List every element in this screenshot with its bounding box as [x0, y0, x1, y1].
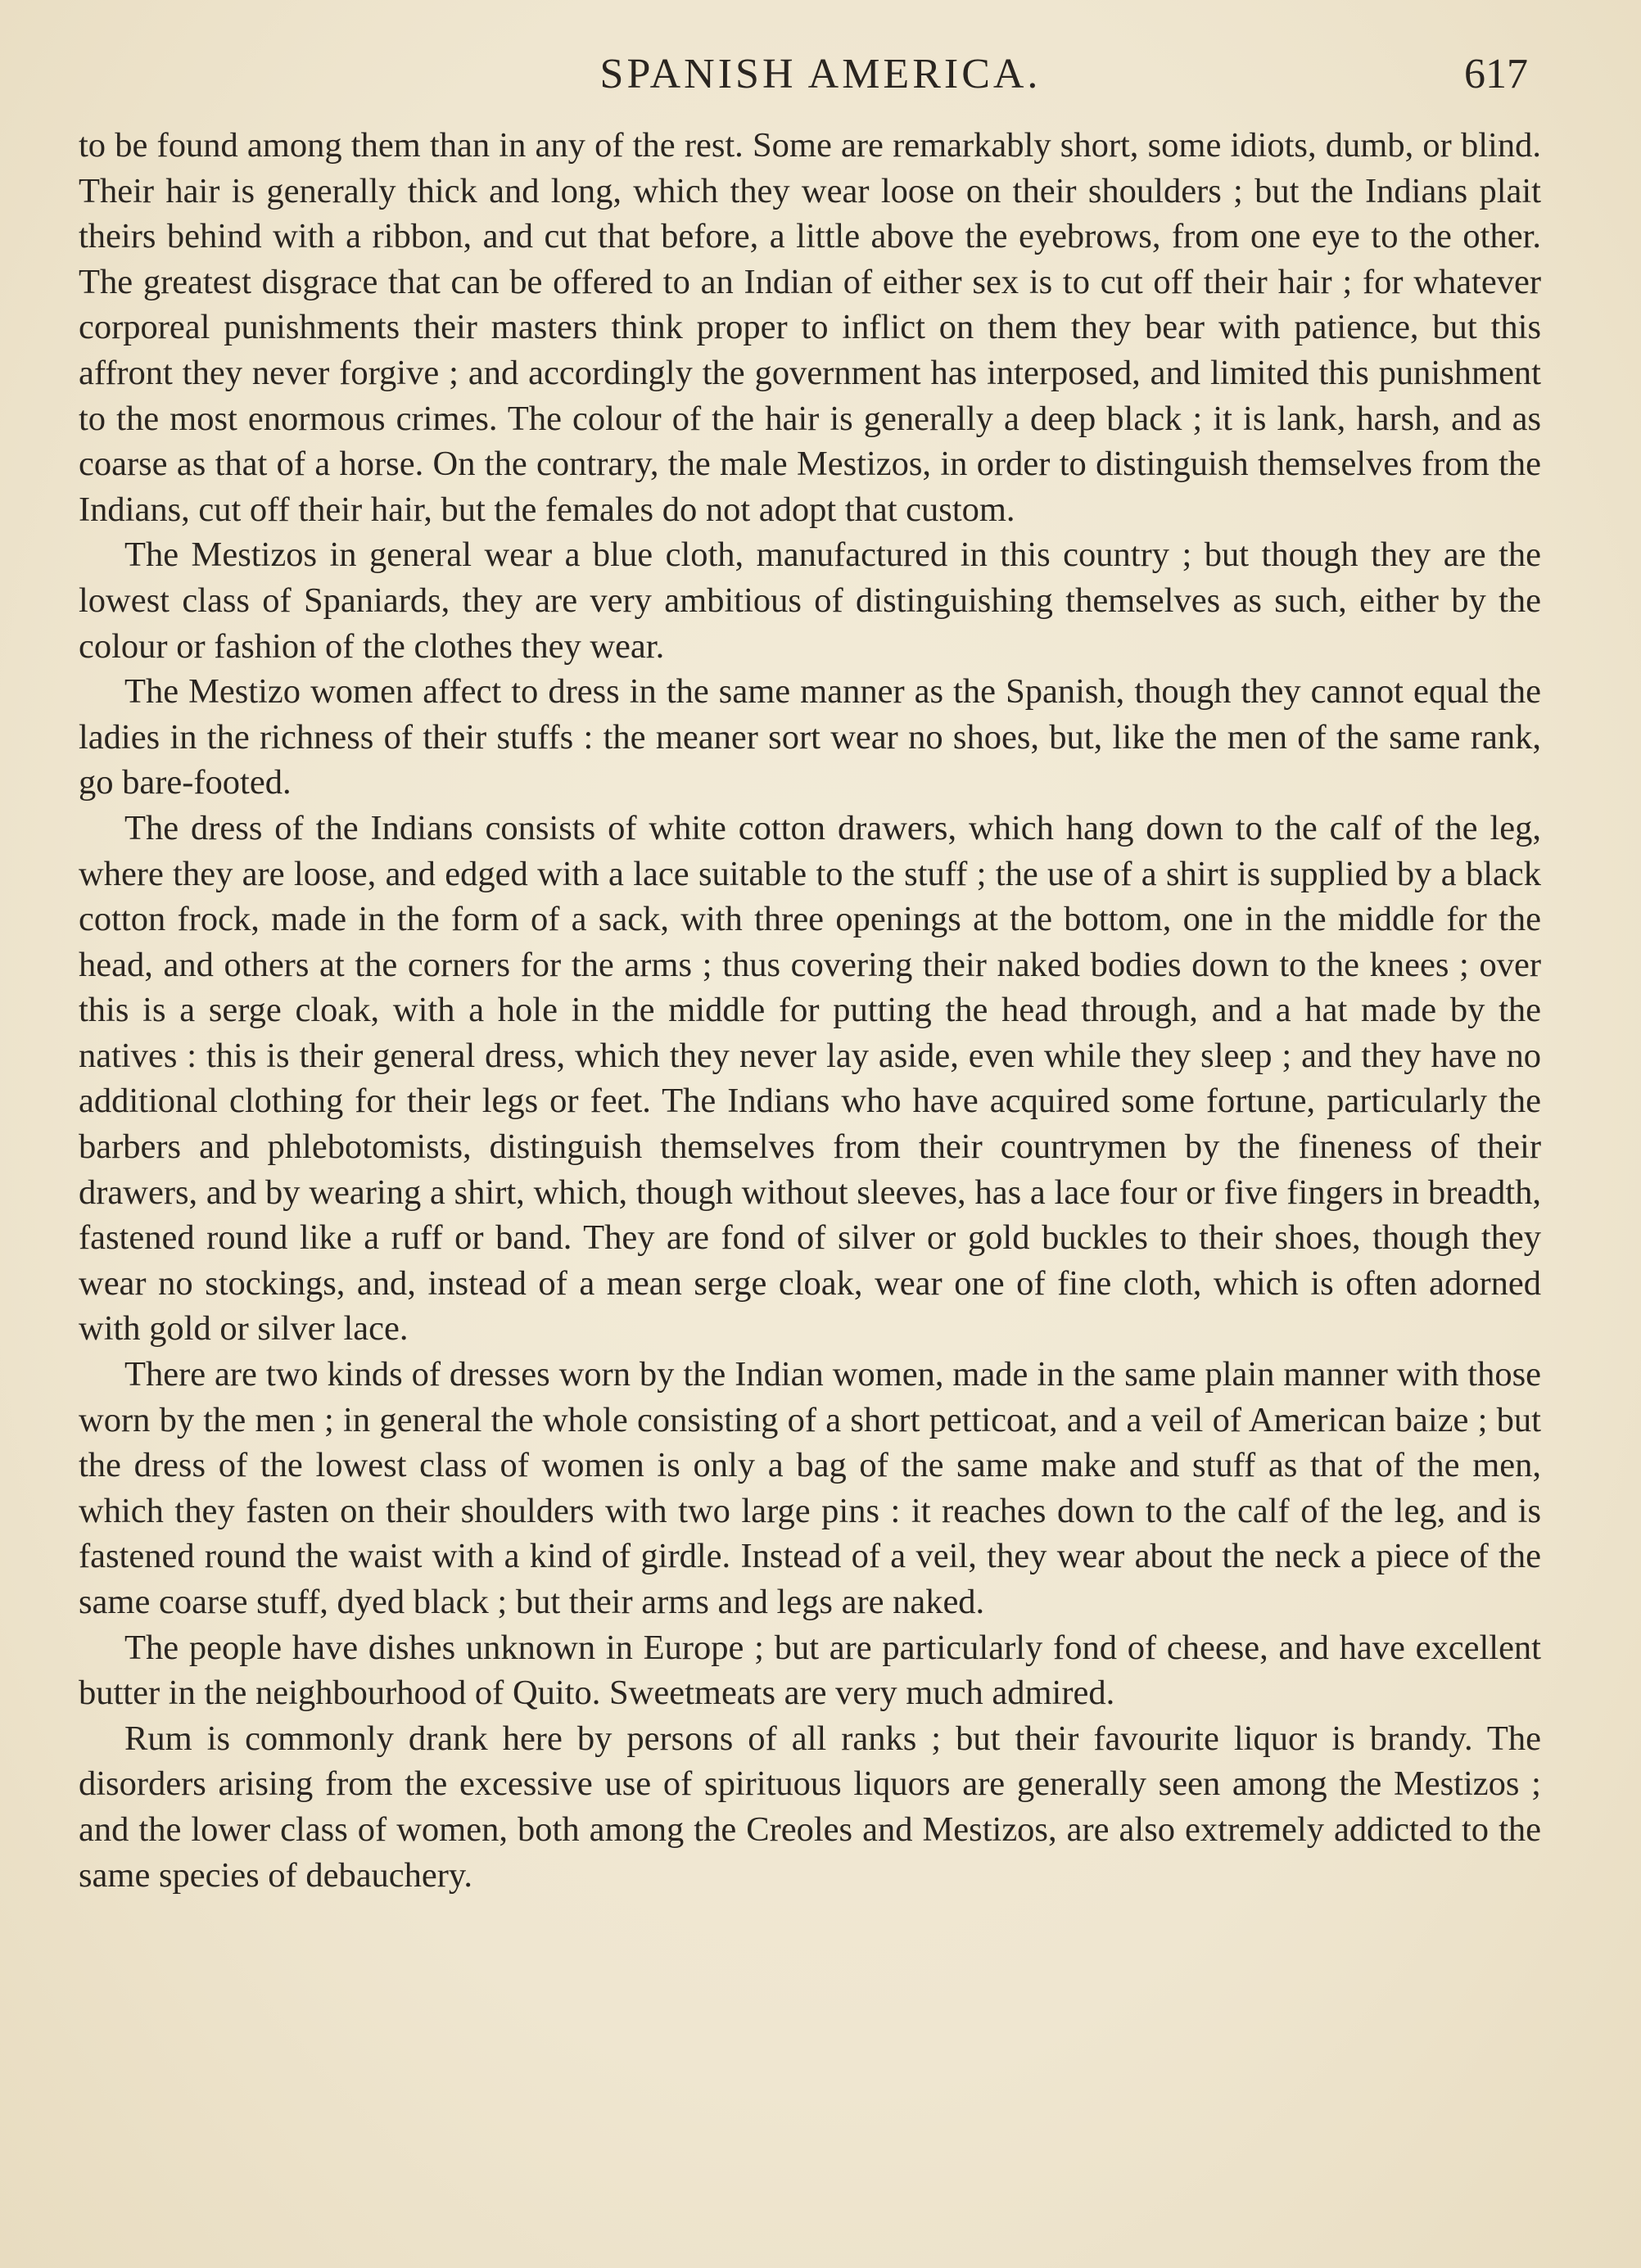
paragraph-mestizo-women: The Mestizo women affect to dress in the same manner as the Spanish, though they cannot equal the ladies in the richness of their stuffs : the meaner sort wear no shoes, but, like the men of the same rank, go bare-footed.: [79, 672, 1541, 802]
paragraph-hair-customs: to be found among them than in any of the rest. Some are remarkably short, some idiots, dumb, or blind. Their hair is generally thick and long, which they wear loose on their shoulders ; but the Indians plait theirs behind with a ribbon, and cut that before, a little above the eyebrows, from one eye to the other. The greatest disgrace that can be offered to an Indian of either sex is to cut off their hair ; for whatever corporeal punishments their masters think proper to inflict on them they bear with patience, but this affront they never forgive ; and accordingly the government has interposed, and limited this punishment to the most enormous crimes. The colour of the hair is generally a deep black ; it is lank, harsh, and as coarse as that of a horse. On the contrary, the male Mestizos, in order to distinguish themselves from the Indians, cut off their hair, but the females do not adopt that custom.: [79, 126, 1541, 529]
paragraph-liquor: Rum is commonly drank here by persons of all ranks ; but their favourite liquor is brandy. The disorders arising from the excessive use of spirituous liquors are generally seen among the Mestizos ; and the lower class of women, both among the Creoles and Mestizos, are also extremely addicted to the same species of debauchery.: [79, 1719, 1541, 1895]
paragraph-indian-dress: The dress of the Indians consists of white cotton drawers, which hang down to the calf of the leg, where they are loose, and edged with a lace suitable to the stuff ; the use of a shirt is supplied by a black cotton frock, made in the form of a sack, with three openings at the bottom, one in the middle for the head, and others at the corners for the arms ; thus covering their naked bodies down to the knees ; over this is a serge cloak, with a hole in the middle for putting the head through, and a hat made by the natives : this is their general dress, which they never lay aside, even while they sleep ; and they have no additional clothing for their legs or feet. The Indians who have acquired some fortune, particularly the barbers and phlebotomists, distinguish themselves from their countrymen by the fineness of their drawers, and by wearing a shirt, which, though without sleeves, has a lace four or five fingers in breadth, fastened round like a ruff or band. They are fond of silver or gold buckles to their shoes, though they wear no stockings, and, instead of a mean serge cloak, wear one of fine cloth, which is often adorned with gold or silver lace.: [79, 808, 1541, 1349]
page-number: 617: [1464, 51, 1528, 97]
paragraph-dishes: The people have dishes unknown in Europe ; but are particularly fond of cheese, and have excellent butter in the neighbourhood of Quito. Sweetmeats are very much admired.: [79, 1628, 1541, 1713]
running-title: SPANISH AMERICA.: [599, 51, 1042, 97]
running-head: [0, 46, 1641, 103]
paragraph-indian-women-dress: There are two kinds of dresses worn by the Indian women, made in the same plain manner with those worn by the men ; in general the whole consisting of a short petticoat, and a veil of American baize ; but the dress of the lowest class of women is only a bag of the same make and stuff as that of the men, which they fasten on their shoulders with two large pins : it reaches down to the calf of the leg, and is fastened round the waist with a kind of girdle. Instead of a veil, they wear about the neck a piece of the same coarse stuff, dyed black ; but their arms and legs are naked.: [79, 1355, 1541, 1621]
paragraph-mestizo-cloth: The Mestizos in general wear a blue cloth, manufactured in this country ; but though they are the lowest class of Spaniards, they are very ambitious of distinguishing themselves as such, either by the colour or fashion of the clothes they wear.: [79, 535, 1541, 666]
body-text: [79, 123, 1541, 1898]
